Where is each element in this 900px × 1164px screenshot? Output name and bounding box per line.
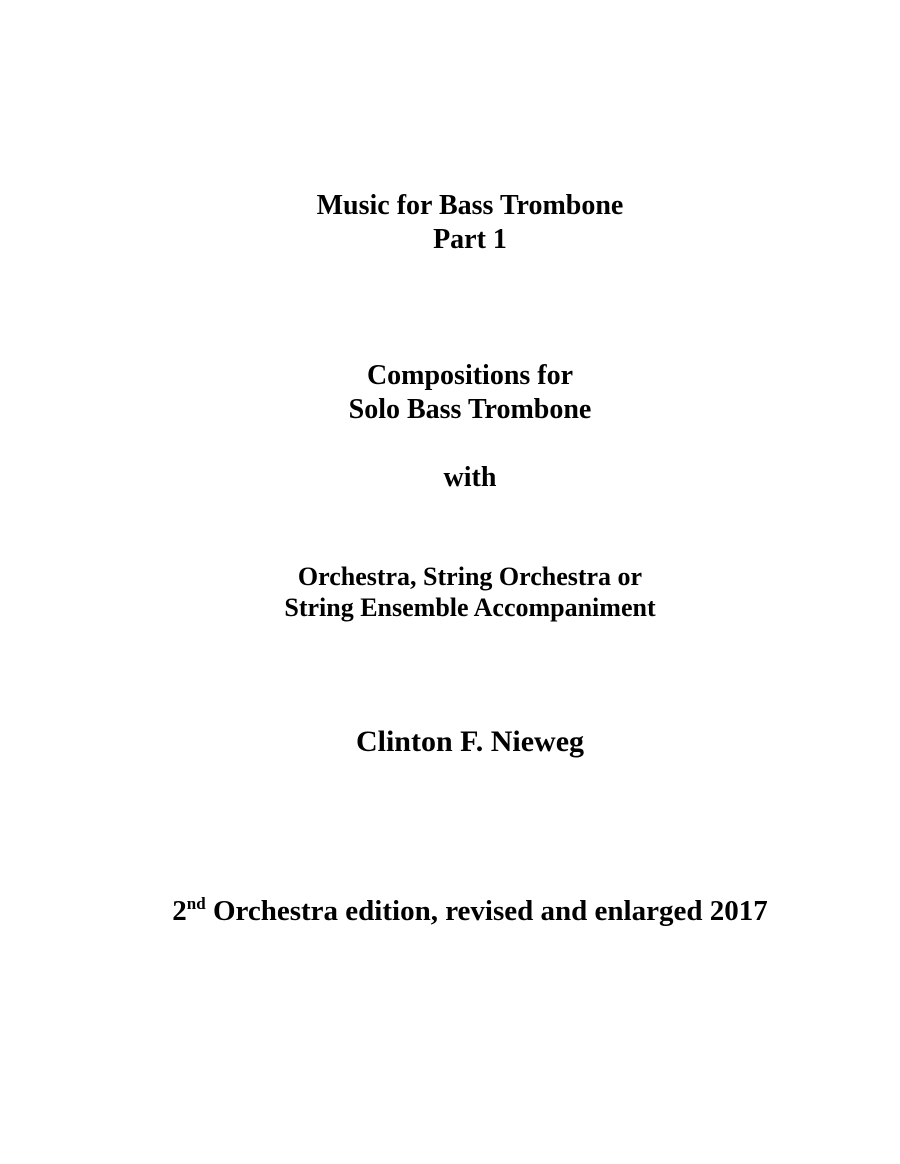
title-line-1: Music for Bass Trombone — [316, 190, 624, 221]
edition-text: Orchestra edition, revised and enlarged 2017 — [205, 895, 768, 927]
edition-number: 2 — [172, 895, 187, 927]
author-name: Clinton F. Nieweg — [355, 725, 585, 758]
title-line-2: Part 1 — [433, 224, 507, 255]
subtitle-line-2: Solo Bass Trombone — [348, 394, 592, 425]
accompaniment-line-2: String Ensemble Accompaniment — [284, 593, 656, 622]
edition-ordinal-suffix: nd — [186, 894, 206, 913]
connector-word: with — [443, 462, 497, 493]
edition-statement — [0, 894, 900, 927]
accompaniment-line-1: Orchestra, String Orchestra or — [297, 562, 643, 591]
subtitle-line-1: Compositions for — [366, 360, 574, 391]
